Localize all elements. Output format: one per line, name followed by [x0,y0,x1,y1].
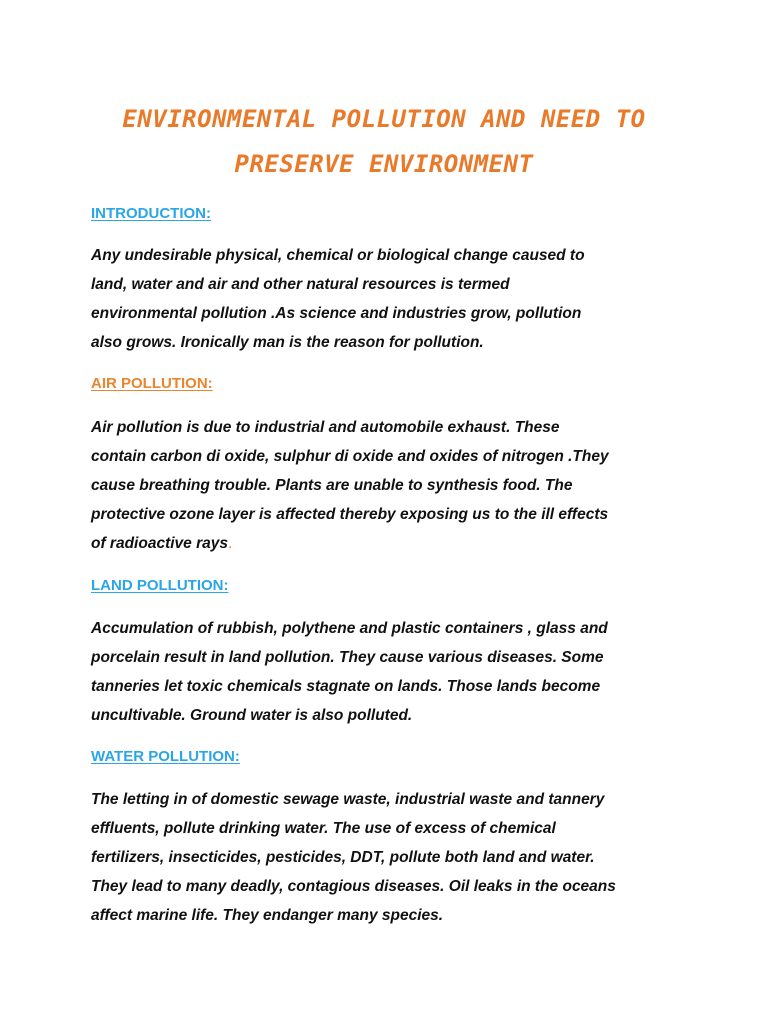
text-line: affect marine life. They endanger many species. [91,907,444,924]
document-title-line-1: ENVIRONMENTAL POLLUTION AND NEED TO [122,105,646,133]
section-heading-introduction: INTRODUCTION: [91,205,211,222]
section-text-air-pollution [91,413,701,558]
section-text-land-pollution [91,614,701,730]
text-line: Accumulation of rubbish, polythene and plastic containers , glass and [91,620,608,637]
text-line: fertilizers, insecticides, pesticides, DDT, pollute both land and water. [91,849,595,866]
trailing-period: . [227,535,233,552]
text-line: Any undesirable physical, chemical or biological change caused to [91,247,585,264]
text-line: uncultivable. Ground water is also polluted. [91,707,413,724]
section-text-introduction [91,241,701,357]
text-line: cause breathing trouble. Plants are unable to synthesis food. The [91,477,573,494]
text-line: protective ozone layer is affected thereby exposing us to the ill effects [91,506,609,523]
text-line: The letting in of domestic sewage waste, industrial waste and tannery [91,791,605,808]
text-line: effluents, pollute drinking water. The use of excess of chemical [91,820,556,837]
text-line: contain carbon di oxide, sulphur di oxide and oxides of nitrogen .They [91,448,609,465]
text-line: porcelain result in land pollution. They cause various diseases. Some [91,649,604,666]
text-line: land, water and air and other natural resources is termed [91,276,510,293]
text-line-content: of radioactive rays [91,535,228,552]
section-heading-land-pollution: LAND POLLUTION: [91,577,229,594]
text-line: also grows. Ironically man is the reason for pollution. [91,334,484,351]
section-heading-water-pollution: WATER POLLUTION: [91,748,240,765]
section-heading-air-pollution: AIR POLLUTION: [91,375,213,392]
text-line: They lead to many deadly, contagious diseases. Oil leaks in the oceans [91,878,616,895]
text-line: environmental pollution .As science and industries grow, pollution [91,305,582,322]
text-line: tanneries let toxic chemicals stagnate on lands. Those lands become [91,678,601,695]
text-line: Air pollution is due to industrial and automobile exhaust. These [91,419,560,436]
document-title-line-2: PRESERVE ENVIRONMENT [234,150,534,178]
section-text-water-pollution [91,785,701,930]
text-line-last [91,529,701,558]
